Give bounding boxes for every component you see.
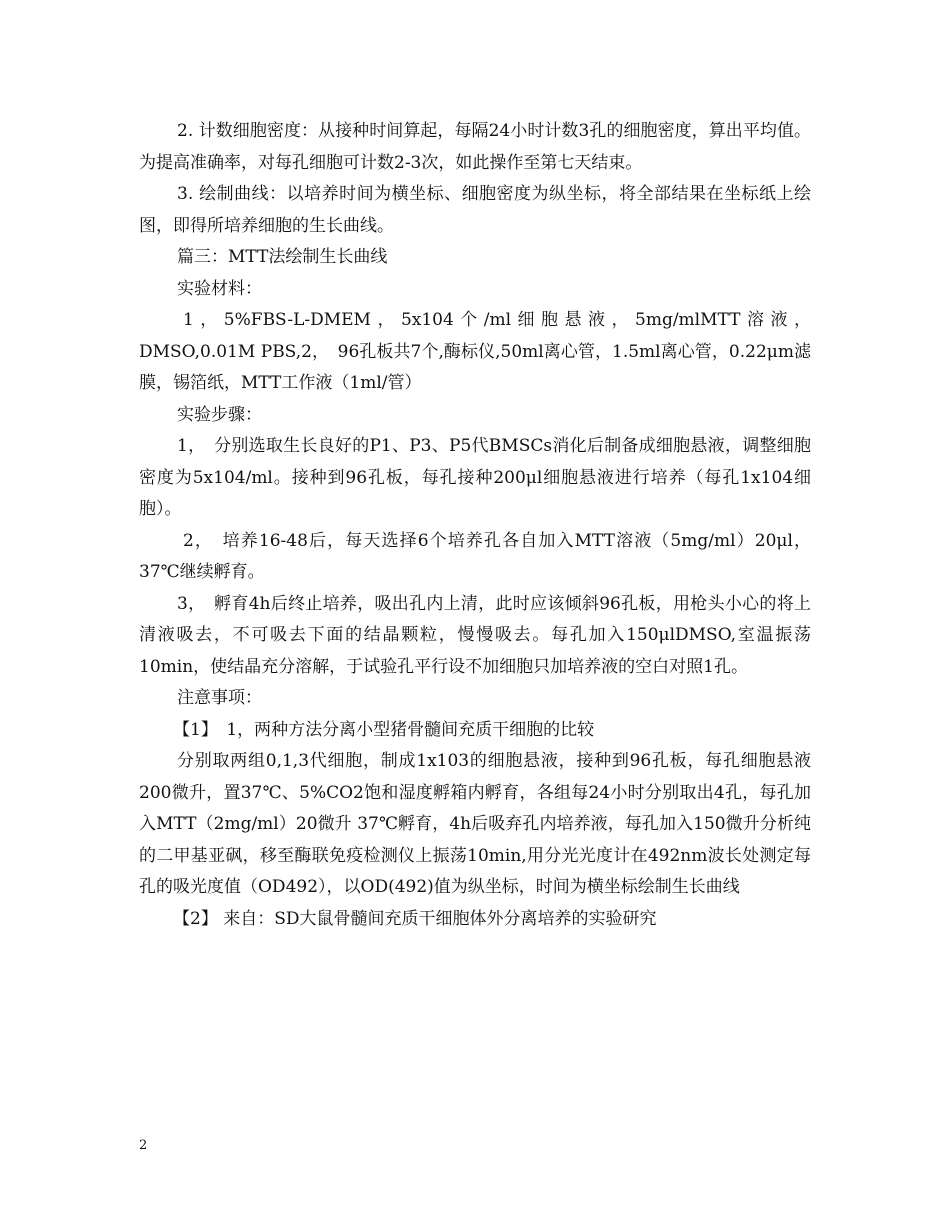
paragraph-step-2: 2， 培养16-48后，每天选择6个培养孔各自加入MTT溶液（5mg/ml）20μl，37℃继续孵育。 xyxy=(139,530,811,582)
reference-2-title: 【2】 来自：SD大鼠骨髓间充质干细胞体外分离培养的实验研究 xyxy=(173,908,657,929)
document-body xyxy=(139,116,811,935)
paragraph-reference-1: 分别取两组0,1,3代细胞，制成1x103的细胞悬液，接种到96孔板，每孔细胞悬液200微升，置37℃、5%CO2饱和湿度孵箱内孵育，各组每24小时分别取出4孔，每孔加入MTT（2mg/ml）20微升 37℃孵育，4h后吸弃孔内培养液，每孔加入150微升分析纯的二甲基亚砜，移至酶联免疫检测仪上振荡10min,用分光光度计在492nm波长处测定每孔的吸光度值（OD492），以OD(492)值为纵坐标，时间为横坐标绘制生长曲线 xyxy=(139,751,811,897)
heading-notes: 注意事项： xyxy=(177,688,262,708)
reference-1-title: 【1】 1，两种方法分离小型猪骨髓间充质干细胞的比较 xyxy=(173,719,595,740)
page-number: 2 xyxy=(139,1138,148,1153)
heading-materials: 实验材料： xyxy=(177,278,262,299)
paragraph-materials: 1，5%FBS-L-DMEM，5x104个/ml细胞悬液，5mg/mlMTT溶液，DMSO,0.01M PBS,2， 96孔板共7个,酶标仪,50ml离心管，1.5ml离心管，0.22μm滤膜，锡箔纸，MTT工作液（1ml/管） xyxy=(139,310,811,393)
section-heading-mtt: 篇三：MTT法绘制生长曲线 xyxy=(177,247,388,267)
paragraph-draw-curve: 3. 绘制曲线：以培养时间为横坐标、细胞密度为纵坐标，将全部结果在坐标纸上绘图，即得所培养细胞的生长曲线。 xyxy=(139,184,811,236)
heading-steps: 实验步骤： xyxy=(177,404,262,425)
paragraph-count-density: 2. 计数细胞密度：从接种时间算起，每隔24小时计数3孔的细胞密度，算出平均值。为提高准确率，对每孔细胞可计数2-3次，如此操作至第七天结束。 xyxy=(139,121,811,173)
paragraph-step-1: 1， 分别选取生长良好的P1、P3、P5代BMSCs消化后制备成细胞悬液，调整细胞密度为5x104/ml。接种到96孔板，每孔接种200μl细胞悬液进行培养（每孔1x104细胞）。 xyxy=(139,436,811,519)
paragraph-step-3: 3， 孵育4h后终止培养，吸出孔内上清，此时应该倾斜96孔板，用枪头小心的将上清液吸去，不可吸去下面的结晶颗粒，慢慢吸去。每孔加入150μlDMSO,室温振荡10min，使结晶充分溶解，于试验孔平行设不加细胞只加培养液的空白对照1孔。 xyxy=(139,593,811,677)
